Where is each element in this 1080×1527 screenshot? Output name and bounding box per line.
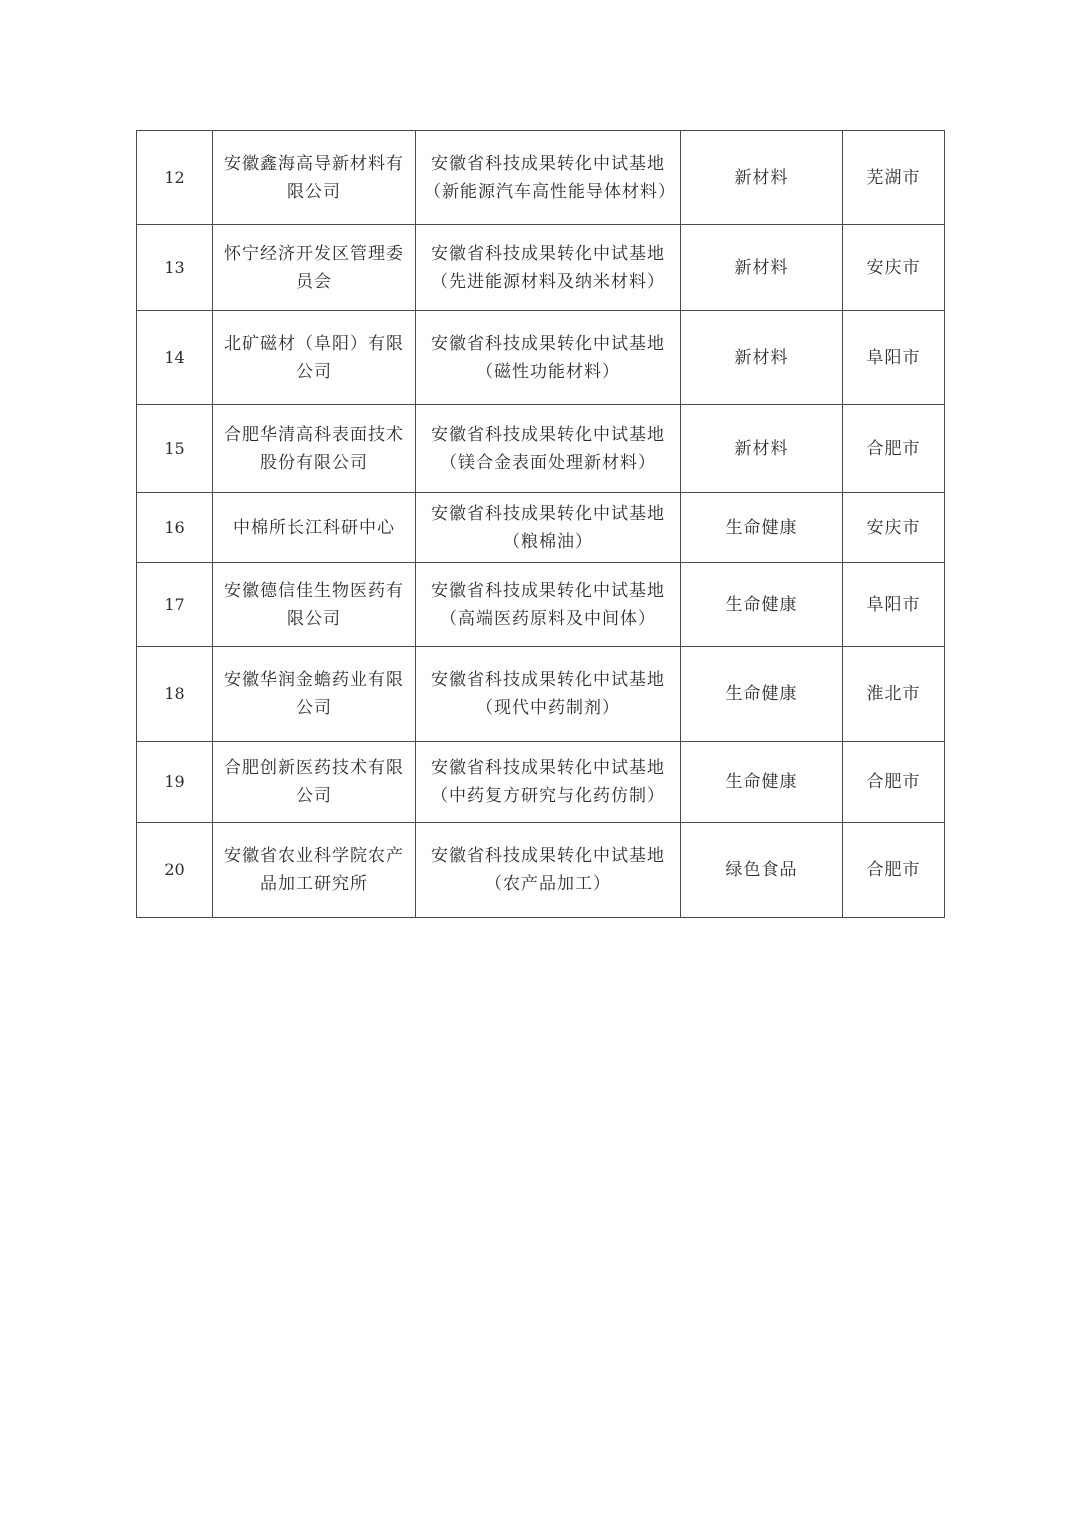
- base-name: [416, 647, 681, 742]
- base-name: [416, 225, 681, 311]
- city: 安庆市: [843, 493, 945, 563]
- base-title: 安徽省科技成果转化中试基地: [431, 758, 665, 778]
- base-direction: （农产品加工）: [485, 874, 611, 894]
- unit-name: 安徽德信佳生物医药有限公司: [213, 563, 416, 647]
- base-direction: （中药复方研究与化药仿制）: [431, 786, 665, 806]
- city: 合肥市: [843, 405, 945, 493]
- row-number: 17: [137, 563, 213, 647]
- field: 生命健康: [681, 493, 843, 563]
- base-direction: （镁合金表面处理新材料）: [440, 452, 656, 473]
- row-number: 18: [137, 647, 213, 742]
- base-direction: （粮棉油）: [503, 531, 593, 552]
- table-row: [137, 563, 945, 647]
- table-row: [137, 647, 945, 742]
- base-title: 安徽省科技成果转化中试基地: [431, 670, 665, 690]
- row-number: 13: [137, 225, 213, 311]
- city: 阜阳市: [843, 563, 945, 647]
- row-number: 20: [137, 823, 213, 918]
- base-name: [416, 493, 681, 563]
- base-direction: （高端医药原料及中间体）: [440, 608, 656, 629]
- base-title: 安徽省科技成果转化中试基地: [431, 846, 665, 866]
- table-row: [137, 742, 945, 823]
- field: 绿色食品: [681, 823, 843, 918]
- base-direction: （新能源汽车高性能导体材料）: [424, 181, 676, 202]
- table-body: [137, 131, 945, 918]
- base-name: [416, 405, 681, 493]
- field: 生命健康: [681, 742, 843, 823]
- city: 安庆市: [843, 225, 945, 311]
- base-name: [416, 131, 681, 225]
- unit-name: 合肥华清高科表面技术股份有限公司: [213, 405, 416, 493]
- field: 新材料: [681, 131, 843, 225]
- base-title: 安徽省科技成果转化中试基地: [431, 333, 665, 354]
- base-name: [416, 563, 681, 647]
- unit-name: 安徽鑫海高导新材料有限公司: [213, 131, 416, 225]
- table-row: [137, 131, 945, 225]
- table-row: [137, 311, 945, 405]
- base-title: 安徽省科技成果转化中试基地: [431, 580, 665, 601]
- row-number: 12: [137, 131, 213, 225]
- unit-name: 安徽华润金蟾药业有限公司: [213, 647, 416, 742]
- base-direction: （现代中药制剂）: [476, 698, 620, 718]
- table-row: [137, 823, 945, 918]
- base-name: [416, 311, 681, 405]
- city: 芜湖市: [843, 131, 945, 225]
- row-number: 19: [137, 742, 213, 823]
- base-name: [416, 823, 681, 918]
- unit-name: 合肥创新医药技术有限公司: [213, 742, 416, 823]
- base-direction: （磁性功能材料）: [476, 361, 620, 382]
- unit-name: 北矿磁材（阜阳）有限公司: [213, 311, 416, 405]
- row-number: 15: [137, 405, 213, 493]
- base-list-table: [136, 130, 945, 918]
- field: 生命健康: [681, 647, 843, 742]
- city: 合肥市: [843, 742, 945, 823]
- field: 新材料: [681, 225, 843, 311]
- row-number: 16: [137, 493, 213, 563]
- unit-name: 怀宁经济开发区管理委员会: [213, 225, 416, 311]
- unit-name: 安徽省农业科学院农产品加工研究所: [213, 823, 416, 918]
- base-title: 安徽省科技成果转化中试基地: [431, 503, 665, 524]
- city: 淮北市: [843, 647, 945, 742]
- base-title: 安徽省科技成果转化中试基地: [431, 243, 665, 264]
- table-row: [137, 493, 945, 563]
- city: 合肥市: [843, 823, 945, 918]
- base-direction: （先进能源材料及纳米材料）: [431, 271, 665, 292]
- unit-name: 中棉所长江科研中心: [213, 493, 416, 563]
- field: 新材料: [681, 405, 843, 493]
- table-row: [137, 225, 945, 311]
- field: 生命健康: [681, 563, 843, 647]
- base-name: [416, 742, 681, 823]
- base-title: 安徽省科技成果转化中试基地: [431, 153, 665, 174]
- row-number: 14: [137, 311, 213, 405]
- base-title: 安徽省科技成果转化中试基地: [431, 424, 665, 445]
- table-row: [137, 405, 945, 493]
- field: 新材料: [681, 311, 843, 405]
- city: 阜阳市: [843, 311, 945, 405]
